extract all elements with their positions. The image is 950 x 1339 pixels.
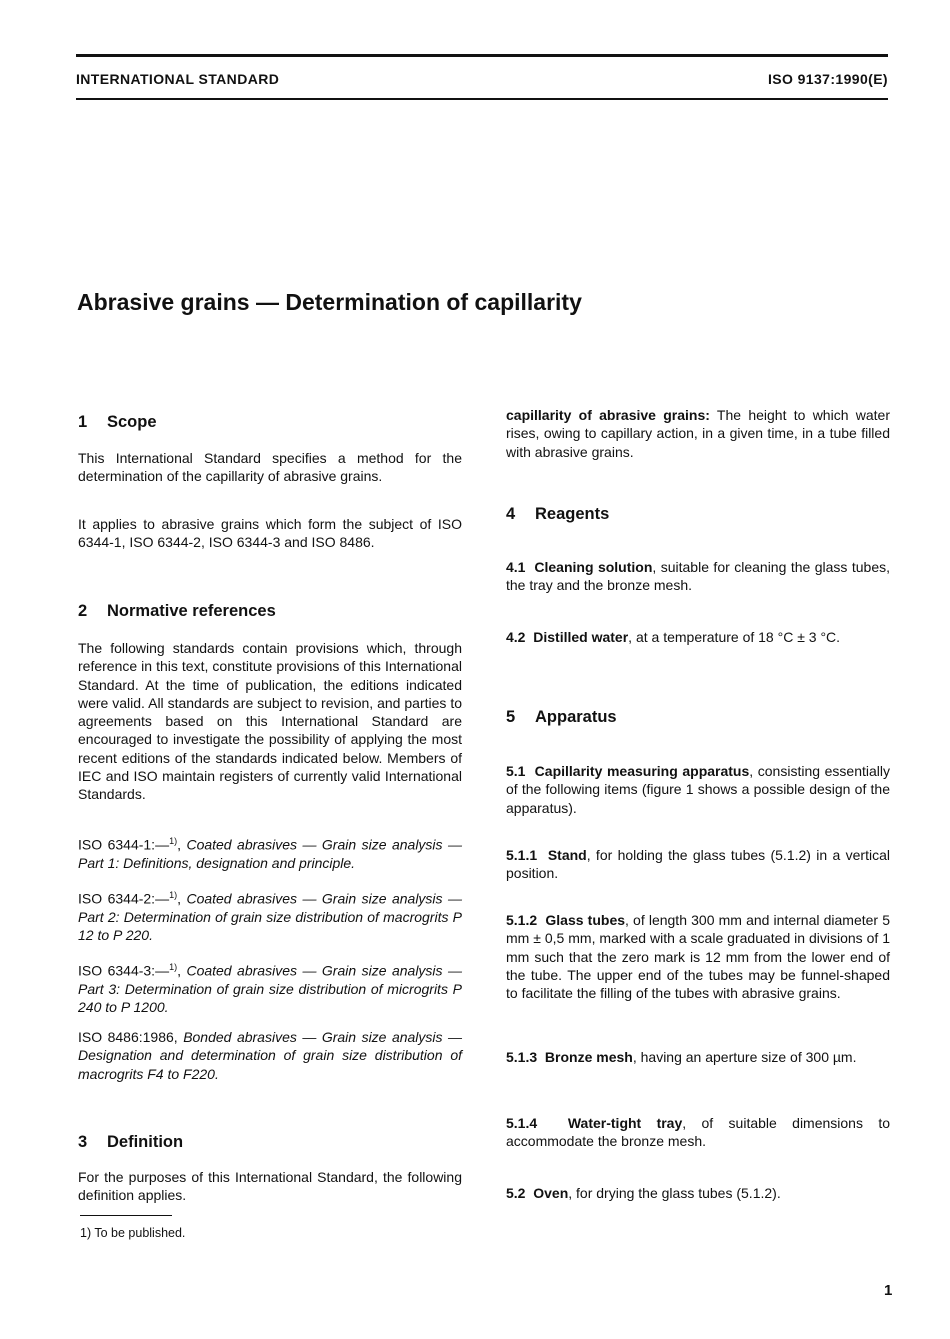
reference-code: ISO 6344-3:— xyxy=(78,962,170,979)
footnote: 1) To be published. xyxy=(80,1226,186,1240)
clause-5-2 xyxy=(506,1184,890,1202)
clause-number: 5.1.1 xyxy=(506,847,538,863)
section-title: Reagents xyxy=(535,505,610,523)
clause-text: , at a temperature of 18 °C ± 3 °C. xyxy=(628,629,841,645)
reference-separator: , xyxy=(177,890,187,907)
clause-5-1-2 xyxy=(506,911,890,1002)
reference-iso-6344-3 xyxy=(78,958,462,1017)
footnote-rule xyxy=(80,1215,172,1216)
clause-term: Bronze mesh xyxy=(544,1049,633,1065)
clause-term: Stand xyxy=(547,847,587,863)
clause-5-1-1 xyxy=(506,846,890,883)
reference-iso-8486 xyxy=(78,1028,462,1083)
reference-separator: , xyxy=(173,1029,184,1045)
definition-capillarity xyxy=(506,406,890,461)
section-number: 3 xyxy=(78,1133,88,1151)
clause-text: , consisting essentially of the following items (figure 1 shows a possible design of the apparatus). xyxy=(506,763,890,816)
clause-term: Oven xyxy=(533,1185,569,1201)
reference-code: ISO 6344-1:— xyxy=(78,836,170,853)
clause-text: , for holding the glass tubes (5.1.2) in a vertical position. xyxy=(506,847,890,882)
reference-title: Bonded abrasives — Grain size analysis — Designation and determination of grain size distribution of macrogrits F4 to F220. xyxy=(78,1029,463,1082)
clause-term: Capillarity measuring apparatus xyxy=(534,763,750,779)
section-title: Scope xyxy=(107,413,157,431)
clause-text: , for drying the glass tubes (5.1.2). xyxy=(568,1185,781,1201)
clause-term: Glass tubes xyxy=(545,912,626,928)
definition-term: capillarity of abrasive grains: xyxy=(506,407,710,423)
footnote-marker: 1) xyxy=(169,962,178,972)
reference-title: Coated abrasives — Grain size analysis — Part 1: Definitions, designation and principle. xyxy=(78,836,463,871)
section-2-heading xyxy=(78,602,276,621)
reference-code: ISO 8486:1986 xyxy=(78,1029,174,1045)
section-title: Apparatus xyxy=(535,708,617,726)
clause-number: 5.2 xyxy=(506,1185,526,1201)
document-title: Abrasive grains — Determination of capillarity xyxy=(77,289,582,315)
footnote-marker: 1) xyxy=(169,836,178,846)
clause-5-1-3 xyxy=(506,1048,890,1066)
reference-title: Coated abrasives — Grain size analysis — Part 3: Determination of grain size distribution of microgrits P 240 to P 1200. xyxy=(78,962,463,1016)
normative-paragraph: The following standards contain provisions which, through reference in this text, constitute provisions of this International Standard. At the time of publication, the editions indicated were valid. All standards are subject to revision, and parties to agreements based on this International Standard are encouraged to investigate the possibility of applying the most recent editions of the standards indicated below. Members of IEC and ISO maintain registers of currently valid International Standards. xyxy=(78,640,462,803)
clause-5-1 xyxy=(506,762,890,817)
reference-iso-6344-1 xyxy=(78,832,462,872)
reference-title: Coated abrasives — Grain size analysis — Part 2: Determination of grain size distribution of macrogrits P 12 to P 220. xyxy=(78,890,463,944)
clause-5-1-4 xyxy=(506,1114,890,1151)
definition-text: The height to which water rises, owing to capillary action, in a given time, in a tube filled with abrasive grains. xyxy=(506,407,890,460)
clause-text: , having an aperture size of 300 µm. xyxy=(632,1049,857,1065)
section-number: 2 xyxy=(78,602,88,620)
clause-text: , of suitable dimensions to accommodate the bronze mesh. xyxy=(506,1115,890,1150)
definition-intro: For the purposes of this International Standard, the following definition applies. xyxy=(78,1169,462,1204)
scope-paragraph-2: It applies to abrasive grains which form the subject of ISO 6344-1, ISO 6344-2, ISO 6344-3 and ISO 8486. xyxy=(78,516,462,551)
reference-separator: , xyxy=(177,962,187,979)
scope-paragraph-1: This International Standard specifies a method for the determination of the capillarity of abrasive grains. xyxy=(78,450,462,485)
clause-text: , of length 300 mm and internal diameter 5 mm ± 0,5 mm, marked with a scale graduated in divisions of 1 mm such that the zero mark is 12 mm from the lower end of the tube. The upper end of the tubes may be funnel-shaped to facilitate the filling of the tubes with abrasive grains. xyxy=(506,912,890,1002)
header-standard-label: INTERNATIONAL STANDARD xyxy=(76,71,280,87)
section-1-heading xyxy=(78,413,157,432)
header-top-rule xyxy=(76,54,888,57)
section-title: Normative references xyxy=(107,602,276,620)
clause-term: Water-tight tray xyxy=(567,1115,683,1131)
clause-4-1 xyxy=(506,558,890,595)
section-3-heading xyxy=(78,1133,183,1152)
clause-term: Distilled water xyxy=(533,629,629,645)
section-5-heading xyxy=(506,708,617,727)
clause-text: , suitable for cleaning the glass tubes, the tray and the bronze mesh. xyxy=(506,559,890,594)
clause-term: Cleaning solution xyxy=(534,559,653,575)
section-4-heading xyxy=(506,505,609,524)
clause-number: 4.2 xyxy=(506,629,526,645)
reference-code: ISO 6344-2:— xyxy=(78,890,170,907)
clause-number: 5.1.4 xyxy=(506,1115,538,1131)
footnote-marker: 1) xyxy=(169,890,178,900)
section-number: 4 xyxy=(506,505,516,523)
section-title: Definition xyxy=(107,1133,184,1151)
section-number: 5 xyxy=(506,708,516,726)
page-number: 1 xyxy=(884,1282,893,1299)
header-bottom-rule xyxy=(76,98,888,100)
clause-number: 5.1.2 xyxy=(506,912,538,928)
clause-number: 4.1 xyxy=(506,559,526,575)
clause-number: 5.1.3 xyxy=(506,1049,538,1065)
reference-separator: , xyxy=(177,836,187,853)
section-number: 1 xyxy=(78,413,88,431)
reference-iso-6344-2 xyxy=(78,886,462,945)
clause-number: 5.1 xyxy=(506,763,526,779)
clause-4-2 xyxy=(506,628,890,646)
header-standard-number: ISO 9137:1990(E) xyxy=(767,71,888,87)
